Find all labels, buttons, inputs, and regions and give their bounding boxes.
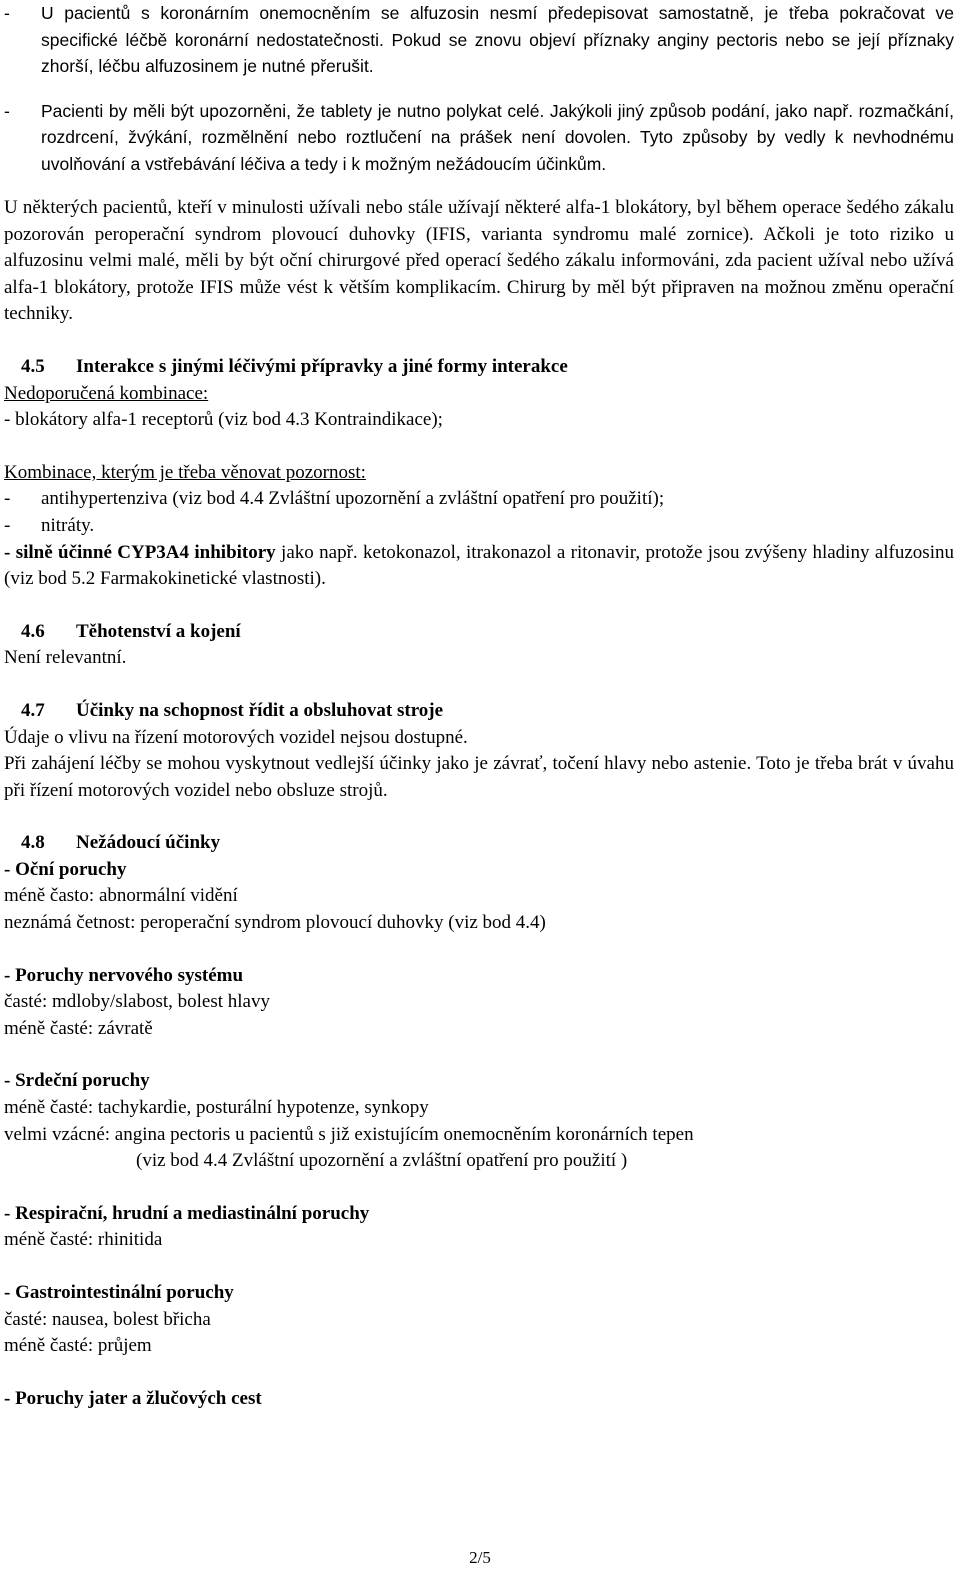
section-heading-4-7: 4.7 Účinky na schopnost řídit a obsluhovat stroje [21,699,444,721]
ae-group-title: - Srdeční poruchy [4,1070,150,1092]
caution-item: - nitráty. [4,514,95,536]
page-number: 2/5 [469,1548,491,1567]
section-text: Údaje o vlivu na řízení motorových vozidel nejsou dostupné. [4,726,468,748]
warning-text: U pacientů s koronárním onemocněním se alfuzosin nesmí předepisovat samostatně, je třeba pokračovat ve specifické léčbě koronární nedostatečnosti. Pokud se znovu objeví příznaky anginy pectoris nebo se její příznaky zhorší, léčbu alfuzosinem je nutné přerušit. [41,3,954,76]
cyp3a4-paragraph: - silně účinné CYP3A4 inhibitory jako např. ketokonazol, itrakonazol a ritonavir, protože jsou zvýšeny hladiny alfuzosinu (viz bod 5.2 Farmakokinetické vlastnosti). [4,541,954,590]
ae-group-title: - Gastrointestinální poruchy [4,1282,234,1303]
warning-text: Pacienti by měli být upozorněni, že tablety je nutno polykat celé. Jakýkoli jiný způsob podání, jako např. rozmačkání, rozdrcení, žvýkání, rozmělnění nebo roztlučení na prášek není dovolen. Tyto způsoby by vedly k nevhodnému uvolňování a vstřebávání léčiva a tedy i k možným nežádoucím účinkům. [41,100,954,174]
section-text: Není relevantní. [4,647,127,669]
ae-line: méně často: abnormální vidění [4,885,238,907]
ae-group-title: - Oční poruchy [4,858,127,880]
ae-line-indented: (viz bod 4.4 Zvláštní upozornění a zvláštní opatření pro použití ) [136,1150,628,1172]
document-page [4,0,954,1412]
ae-group-title: - Respirační, hrudní a mediastinální poruchy [4,1202,370,1224]
section-text: Při zahájení léčby se mohou vyskytnout vedlejší účinky jako je závrať, točení hlavy nebo astenie. Toto je třeba brát v úvahu při řízení motorových vozidel nebo obsluze strojů. [4,753,954,801]
ae-line: méně časté: rhinitida [4,1229,163,1251]
ae-line: časté: nausea, bolest břicha [4,1308,211,1330]
not-recommended-item: - blokátory alfa-1 receptorů (viz bod 4.3 Kontraindikace); [4,409,443,431]
caution-label: Kombinace, kterým je třeba věnovat pozornost: [4,461,366,483]
warning-item: - Pacienti by měli být upozorněni, že tablety je nutno polykat celé. Jakýkoli jiný způsob podání, jako např. rozmačkání, rozdrcení, žvýkání, rozmělnění nebo roztlučení na prášek není dovolen. Tyto způsoby by vedly k nevhodnému uvolňování a vstřebávání léčiva a tedy i k možným nežádoucím účinkům. [4,98,954,178]
ae-line: velmi vzácné: angina pectoris u pacientů s již existujícím onemocněním koronárních tepen [4,1123,694,1145]
section-heading-4-6: 4.6 Těhotenství a kojení [21,620,241,642]
ae-line: méně časté: průjem [4,1335,152,1357]
ae-line: neznámá četnost: peroperační syndrom plovoucí duhovky (viz bod 4.4) [4,912,546,934]
ifis-paragraph: U některých pacientů, kteří v minulosti užívali nebo stále užívají některé alfa-1 blokátory, byl během operace šedého zákalu pozorován peroperační syndrom plovoucí duhovky (IFIS, varianta syndromu malé zornice). Ačkoli je toto riziko u alfuzosinu velmi malé, měli by být oční chirurgové před operací šedého zákalu informováni, zda pacient užíval nebo užívá alfa-1 blokátory, protože IFIS může vést k větším komplikacím. Chirurg by měl být připraven na možnou změnu operační techniky. [4,197,954,325]
ae-line: méně časté: tachykardie, posturální hypotenze, synkopy [4,1097,429,1119]
ae-line: časté: mdloby/slabost, bolest hlavy [4,991,270,1013]
section-heading-4-5: 4.5 Interakce s jinými léčivými přípravky a jiné formy interakce [21,355,568,377]
caution-item: - antihypertenziva (viz bod 4.4 Zvláštní upozornění a zvláštní opatření pro použití); [4,488,665,510]
ae-group-title: - Poruchy nervového systému [4,964,244,986]
warning-item: - U pacientů s koronárním onemocněním se alfuzosin nesmí předepisovat samostatně, je třeba pokračovat ve specifické léčbě koronární nedostatečnosti. Pokud se znovu objeví příznaky anginy pectoris nebo se její příznaky zhorší, léčbu alfuzosinem je nutné přerušit. [4,0,954,80]
ae-line: méně časté: závratě [4,1017,153,1039]
section-heading-4-8: 4.8 Nežádoucí účinky [21,832,221,854]
not-recommended-label: Nedoporučená kombinace: [4,382,209,404]
ae-group-title: - Poruchy jater a žlučových cest [4,1387,262,1409]
